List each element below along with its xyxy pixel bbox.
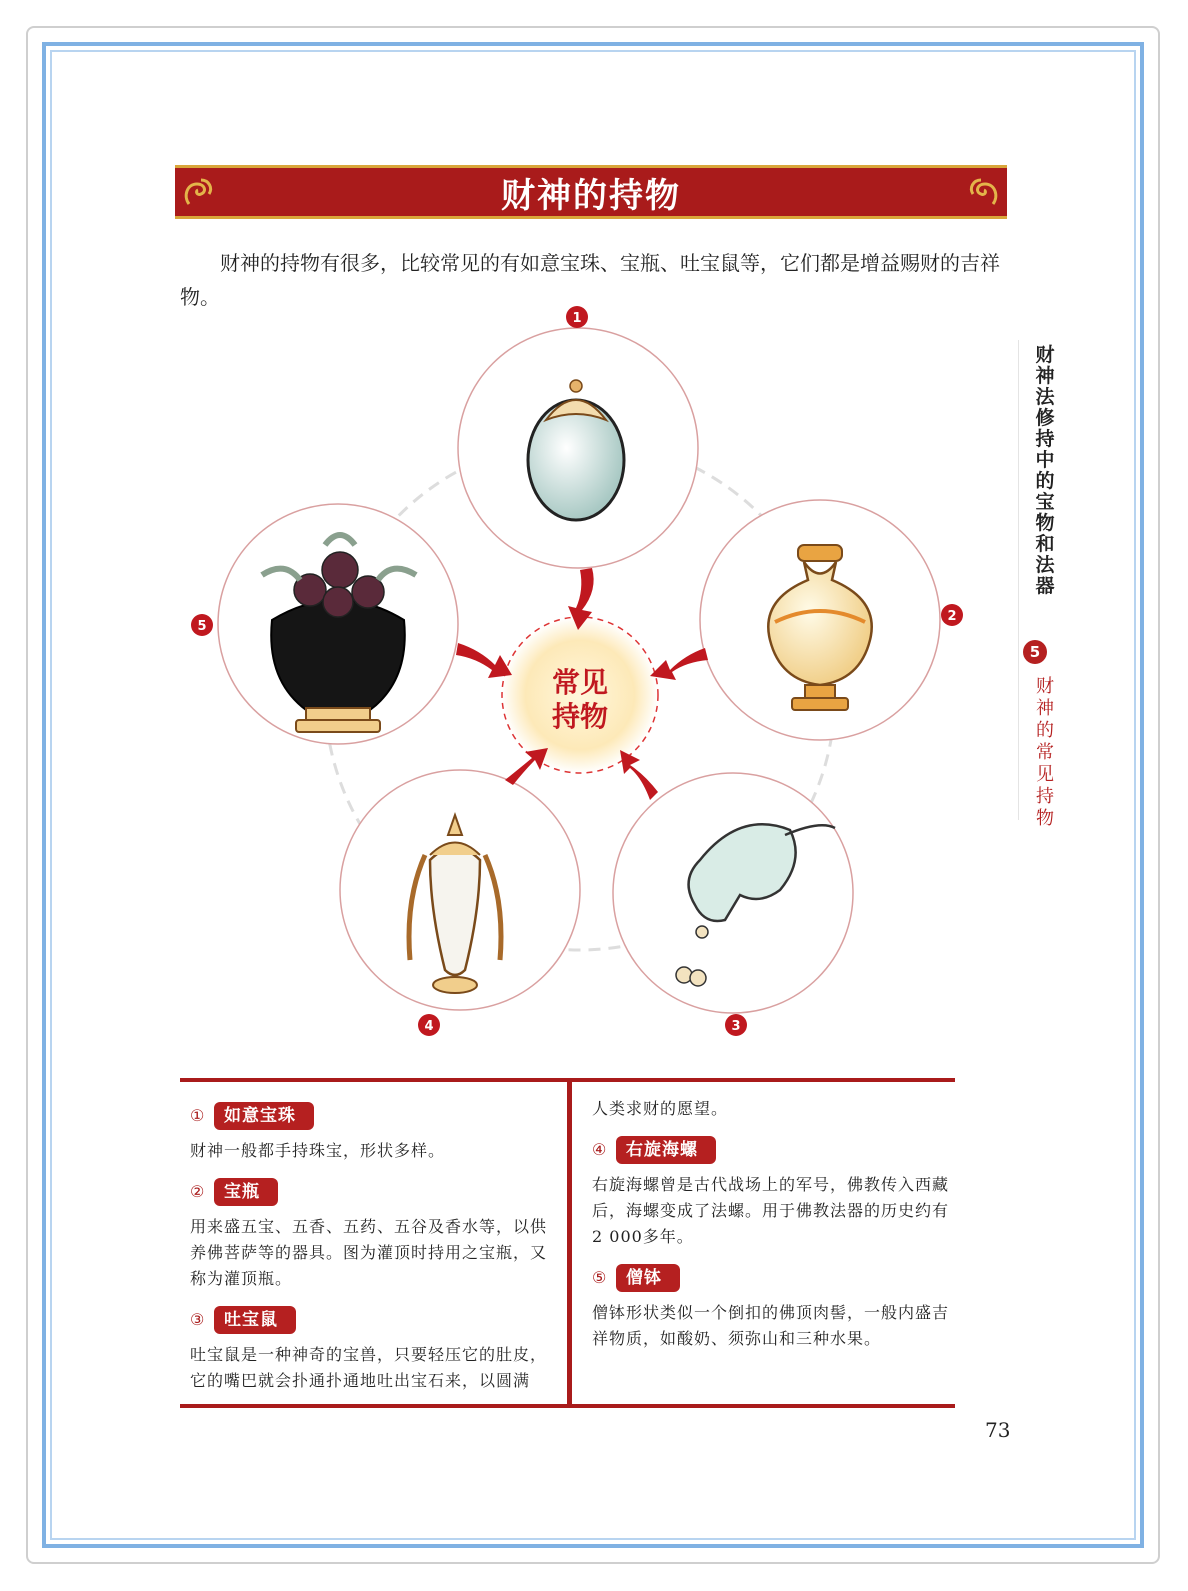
item-3-jewel-mongoose bbox=[613, 773, 853, 1013]
notes-right-column bbox=[592, 1096, 952, 1366]
item-4-right-conch bbox=[340, 770, 580, 1010]
notes-left-column bbox=[190, 1096, 550, 1408]
note-text: 用来盛五宝、五香、五药、五谷及香水等，以供养佛菩萨等的器具。图为灌顶时持用之宝瓶，又称为灌顶瓶。 bbox=[190, 1217, 548, 1288]
note-header: ⑤ 僧钵 bbox=[592, 1264, 952, 1292]
notes-panel bbox=[180, 1078, 955, 1408]
note-header: ② 宝瓶 bbox=[190, 1178, 550, 1206]
side-divider bbox=[1018, 340, 1019, 820]
badge-5-label: 5 bbox=[197, 619, 207, 634]
section-title-vertical: 财神的常见持物 bbox=[1036, 676, 1054, 829]
item-5-alms-bowl bbox=[218, 504, 458, 744]
holdings-diagram bbox=[180, 300, 1000, 1050]
note-text: 财神一般都手持珠宝，形状多样。 bbox=[190, 1141, 446, 1160]
badge-4-label: 4 bbox=[424, 1019, 434, 1034]
item-1-wish-jewel bbox=[458, 328, 698, 568]
note-text: 僧钵形状类似一个倒扣的佛顶肉髻，一般内盛吉祥物质，如酸奶、须弥山和三种水果。 bbox=[592, 1303, 950, 1348]
badge-1-label: 1 bbox=[572, 311, 582, 326]
badge-2-label: 2 bbox=[947, 609, 957, 624]
note-header: ③ 吐宝鼠 bbox=[190, 1306, 550, 1334]
note-tag: 吐宝鼠 bbox=[214, 1306, 296, 1334]
note-text: 右旋海螺曾是古代战场上的军号，佛教传入西藏后，海螺变成了法螺。用于佛教法器的历史约有2 000多年。 bbox=[592, 1175, 950, 1246]
title-banner bbox=[175, 165, 1007, 219]
section-number-badge: 5 bbox=[1023, 640, 1047, 664]
center-label-line1: 常见 bbox=[551, 666, 609, 699]
note-tag: 右旋海螺 bbox=[616, 1136, 716, 1164]
page-number: 73 bbox=[985, 1418, 1011, 1442]
note-tag: 宝瓶 bbox=[214, 1178, 278, 1206]
center-label-line2: 持物 bbox=[551, 700, 609, 733]
note-header: ① 如意宝珠 bbox=[190, 1102, 550, 1130]
cloud-ornament-icon bbox=[181, 174, 217, 210]
chapter-title-vertical: 财神法修持中的宝物和法器 bbox=[1035, 344, 1055, 597]
note-text-continued: 人类求财的愿望。 bbox=[592, 1099, 729, 1118]
intro-paragraph: 财神的持物有很多，比较常见的有如意宝珠、宝瓶、吐宝鼠等，它们都是增益赐财的吉祥物。 bbox=[180, 251, 1000, 309]
note-header: ④ 右旋海螺 bbox=[592, 1136, 952, 1164]
notes-divider bbox=[567, 1082, 572, 1404]
note-tag: 如意宝珠 bbox=[214, 1102, 314, 1130]
item-2-treasure-vase bbox=[700, 500, 940, 740]
badge-3-label: 3 bbox=[731, 1019, 741, 1034]
note-text: 吐宝鼠是一种神奇的宝兽，只要轻压它的肚皮，它的嘴巴就会扑通扑通地吐出宝石来，以圆满 bbox=[190, 1345, 548, 1390]
note-tag: 僧钵 bbox=[616, 1264, 680, 1292]
cloud-ornament-icon bbox=[965, 174, 1001, 210]
page-title: 财神的持物 bbox=[501, 175, 681, 216]
